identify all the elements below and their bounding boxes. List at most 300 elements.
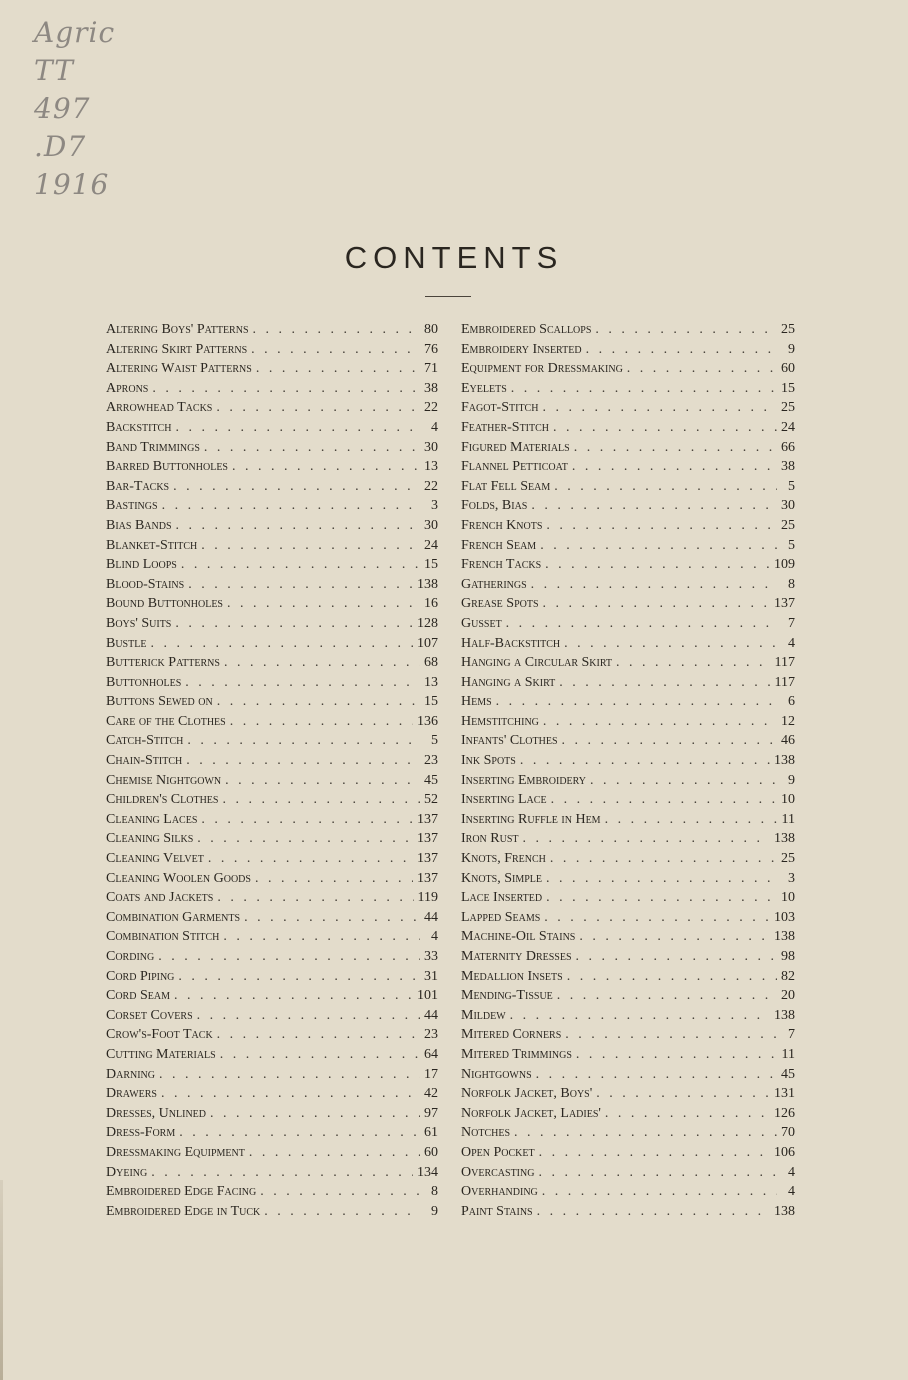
contents-entry bbox=[106, 1006, 438, 1026]
entry-page-number: 7 bbox=[788, 615, 795, 631]
dot-leader bbox=[595, 320, 777, 340]
dot-leader bbox=[253, 320, 420, 340]
contents-entry bbox=[106, 398, 438, 418]
dot-leader bbox=[225, 771, 420, 791]
call-number-line: TT bbox=[34, 54, 74, 87]
entry-title: Arrowhead Tacks bbox=[106, 400, 213, 416]
dot-leader bbox=[586, 340, 777, 360]
entry-title: Aprons bbox=[106, 380, 149, 396]
contents-entry bbox=[461, 594, 795, 614]
entry-title: Dressmaking Equipment bbox=[106, 1144, 245, 1160]
entry-page-number: 11 bbox=[781, 811, 795, 827]
contents-left-column bbox=[106, 320, 438, 1221]
entry-page-number: 131 bbox=[774, 1086, 795, 1102]
entry-title: Gusset bbox=[461, 615, 502, 631]
entry-page-number: 61 bbox=[424, 1125, 438, 1141]
contents-entry bbox=[106, 340, 438, 360]
dot-leader bbox=[175, 614, 413, 634]
contents-entry bbox=[461, 653, 795, 673]
dot-leader bbox=[260, 1182, 420, 1202]
dot-leader bbox=[230, 712, 413, 732]
contents-entry bbox=[461, 888, 795, 908]
dot-leader bbox=[511, 379, 777, 399]
entry-page-number: 3 bbox=[431, 498, 438, 514]
entry-page-number: 138 bbox=[774, 1007, 795, 1023]
dot-leader bbox=[564, 634, 777, 654]
entry-title: Embroidery Inserted bbox=[461, 341, 582, 357]
entry-title: Embroidered Edge Facing bbox=[106, 1184, 257, 1200]
entry-page-number: 71 bbox=[424, 361, 438, 377]
contents-entry bbox=[106, 496, 438, 516]
entry-title: Catch-Stitch bbox=[106, 733, 184, 749]
entry-title: Bustle bbox=[106, 635, 147, 651]
entry-page-number: 137 bbox=[417, 831, 438, 847]
dot-leader bbox=[540, 536, 777, 556]
entry-title: Cord Piping bbox=[106, 968, 175, 984]
contents-entry bbox=[461, 771, 795, 791]
contents-entry bbox=[106, 731, 438, 751]
contents-entry bbox=[106, 457, 438, 477]
dot-leader bbox=[216, 398, 420, 418]
entry-page-number: 10 bbox=[781, 890, 795, 906]
entry-title: Cleaning Velvet bbox=[106, 851, 204, 867]
entry-title: Overcasting bbox=[461, 1164, 535, 1180]
entry-page-number: 8 bbox=[788, 576, 795, 592]
dot-leader bbox=[605, 810, 777, 830]
entry-page-number: 9 bbox=[788, 341, 795, 357]
contents-entry bbox=[106, 1084, 438, 1104]
dot-leader bbox=[531, 575, 777, 595]
call-number-line: Agric bbox=[34, 16, 116, 49]
contents-entry bbox=[106, 379, 438, 399]
contents-entry bbox=[106, 829, 438, 849]
entry-page-number: 15 bbox=[781, 380, 795, 396]
entry-page-number: 11 bbox=[781, 1046, 795, 1062]
dot-leader bbox=[201, 536, 420, 556]
contents-entry bbox=[106, 927, 438, 947]
entry-page-number: 52 bbox=[424, 792, 438, 808]
entry-page-number: 30 bbox=[424, 439, 438, 455]
contents-entry bbox=[461, 1084, 795, 1104]
dot-leader bbox=[520, 751, 770, 771]
entry-page-number: 80 bbox=[424, 322, 438, 337]
contents-entry bbox=[461, 379, 795, 399]
dot-leader bbox=[255, 869, 413, 889]
contents-entry bbox=[461, 1123, 795, 1143]
entry-page-number: 4 bbox=[788, 1164, 795, 1180]
dot-leader bbox=[176, 516, 420, 536]
entry-title: Machine-Oil Stains bbox=[461, 929, 576, 945]
entry-page-number: 138 bbox=[774, 753, 795, 769]
entry-title: Lapped Seams bbox=[461, 909, 541, 925]
contents-entry bbox=[461, 673, 795, 693]
entry-title: French Tacks bbox=[461, 557, 542, 573]
entry-page-number: 4 bbox=[431, 419, 438, 435]
entry-page-number: 25 bbox=[781, 400, 795, 416]
entry-title: Altering Skirt Patterns bbox=[106, 341, 248, 357]
contents-entry bbox=[106, 359, 438, 379]
contents-entry bbox=[106, 771, 438, 791]
dot-leader bbox=[208, 849, 413, 869]
contents-entry bbox=[461, 849, 795, 869]
entry-page-number: 82 bbox=[781, 968, 795, 984]
entry-title: Open Pocket bbox=[461, 1144, 535, 1160]
entry-title: Mitered Corners bbox=[461, 1027, 562, 1043]
dot-leader bbox=[545, 555, 770, 575]
entry-page-number: 8 bbox=[431, 1184, 438, 1200]
entry-page-number: 138 bbox=[774, 929, 795, 945]
contents-entry bbox=[106, 849, 438, 869]
contents-entry bbox=[461, 398, 795, 418]
entry-page-number: 16 bbox=[424, 596, 438, 612]
contents-entry bbox=[106, 1104, 438, 1124]
contents-entry bbox=[461, 634, 795, 654]
entry-page-number: 42 bbox=[424, 1086, 438, 1102]
contents-entry bbox=[106, 1202, 438, 1222]
entry-title: Coats and Jackets bbox=[106, 890, 214, 906]
dot-leader bbox=[232, 457, 420, 477]
entry-title: Buttonholes bbox=[106, 674, 182, 690]
dot-leader bbox=[178, 967, 420, 987]
contents-entry bbox=[461, 1025, 795, 1045]
entry-page-number: 9 bbox=[788, 772, 795, 788]
entry-title: Backstitch bbox=[106, 419, 172, 435]
entry-page-number: 30 bbox=[781, 498, 795, 514]
entry-page-number: 60 bbox=[424, 1144, 438, 1160]
contents-entry bbox=[461, 1182, 795, 1202]
contents-entry bbox=[461, 967, 795, 987]
entry-page-number: 33 bbox=[424, 949, 438, 964]
entry-title: Embroidered Scallops bbox=[461, 322, 592, 337]
contents-entry bbox=[461, 477, 795, 497]
entry-page-number: 7 bbox=[788, 1027, 795, 1043]
dot-leader bbox=[546, 516, 777, 536]
contents-entry bbox=[106, 555, 438, 575]
contents-entry bbox=[461, 947, 795, 967]
dot-leader bbox=[150, 634, 413, 654]
entry-title: Blood-Stains bbox=[106, 576, 185, 592]
dot-leader bbox=[510, 1006, 770, 1026]
entry-title: Butterick Patterns bbox=[106, 655, 220, 671]
entry-title: Combination Garments bbox=[106, 909, 241, 925]
contents-entry bbox=[106, 1182, 438, 1202]
dot-leader bbox=[210, 1104, 420, 1124]
contents-entry bbox=[106, 634, 438, 654]
contents-entry bbox=[461, 751, 795, 771]
dot-leader bbox=[514, 1123, 777, 1143]
entry-title: Cleaning Laces bbox=[106, 811, 198, 827]
entry-page-number: 13 bbox=[424, 459, 438, 475]
contents-entry bbox=[106, 751, 438, 771]
entry-page-number: 44 bbox=[424, 909, 438, 925]
dot-leader bbox=[576, 947, 777, 967]
entry-title: Dresses, Unlined bbox=[106, 1105, 207, 1121]
dot-leader bbox=[553, 418, 777, 438]
dot-leader bbox=[179, 1123, 420, 1143]
dot-leader bbox=[576, 1045, 777, 1065]
entry-page-number: 25 bbox=[781, 851, 795, 867]
entry-title: Infants' Clothes bbox=[461, 733, 558, 749]
entry-title: Children's Clothes bbox=[106, 792, 219, 808]
dot-leader bbox=[542, 1182, 777, 1202]
dot-leader bbox=[201, 810, 413, 830]
dot-leader bbox=[244, 908, 420, 928]
contents-entry bbox=[106, 1143, 438, 1163]
entry-title: Ink Spots bbox=[461, 753, 516, 769]
entry-page-number: 117 bbox=[774, 674, 795, 690]
dot-leader bbox=[187, 731, 420, 751]
contents-right-column bbox=[461, 320, 795, 1221]
contents-entry bbox=[106, 1045, 438, 1065]
contents-entry bbox=[106, 653, 438, 673]
contents-entry bbox=[461, 1163, 795, 1183]
entry-title: Hems bbox=[461, 694, 492, 710]
entry-title: French Seam bbox=[461, 537, 537, 553]
entry-title: Knots, Simple bbox=[461, 870, 543, 886]
dot-leader bbox=[217, 692, 420, 712]
dot-leader bbox=[579, 927, 770, 947]
dot-leader bbox=[197, 1006, 420, 1026]
contents-entry bbox=[106, 516, 438, 536]
entry-title: Nightgowns bbox=[461, 1066, 532, 1082]
entry-title: Dress-Form bbox=[106, 1125, 176, 1141]
entry-title: Grease Spots bbox=[461, 596, 539, 612]
entry-title: Cord Seam bbox=[106, 988, 170, 1004]
dot-leader bbox=[220, 1045, 420, 1065]
dot-leader bbox=[542, 398, 777, 418]
entry-title: Buttons Sewed on bbox=[106, 694, 213, 710]
entry-page-number: 5 bbox=[431, 733, 438, 749]
contents-entry bbox=[106, 869, 438, 889]
entry-page-number: 31 bbox=[424, 968, 438, 984]
dot-leader bbox=[173, 477, 420, 497]
contents-entry bbox=[106, 673, 438, 693]
entry-page-number: 98 bbox=[781, 949, 795, 964]
entry-page-number: 137 bbox=[417, 851, 438, 867]
entry-page-number: 46 bbox=[781, 733, 795, 749]
contents-entry bbox=[106, 438, 438, 458]
dot-leader bbox=[596, 1084, 770, 1104]
dot-leader bbox=[546, 888, 777, 908]
page-title: CONTENTS bbox=[344, 240, 564, 275]
entry-title: Corset Covers bbox=[106, 1007, 193, 1023]
entry-page-number: 22 bbox=[424, 400, 438, 416]
contents-entry bbox=[106, 1163, 438, 1183]
entry-title: Overhanding bbox=[461, 1184, 538, 1200]
entry-page-number: 22 bbox=[424, 478, 438, 494]
contents-entry bbox=[106, 967, 438, 987]
entry-page-number: 4 bbox=[788, 1184, 795, 1200]
contents-entry bbox=[106, 320, 438, 340]
entry-title: Cording bbox=[106, 949, 155, 964]
dot-leader bbox=[551, 790, 777, 810]
contents-entry bbox=[106, 477, 438, 497]
entry-page-number: 60 bbox=[781, 361, 795, 377]
contents-entry bbox=[106, 418, 438, 438]
contents-entry bbox=[461, 418, 795, 438]
entry-title: Blind Loops bbox=[106, 557, 177, 573]
entry-title: Blanket-Stitch bbox=[106, 537, 198, 553]
contents-entry bbox=[461, 359, 795, 379]
contents-entry bbox=[461, 575, 795, 595]
entry-title: Maternity Dresses bbox=[461, 949, 572, 964]
entry-page-number: 4 bbox=[788, 635, 795, 651]
dot-leader bbox=[249, 1143, 420, 1163]
entry-title: Hanging a Circular Skirt bbox=[461, 655, 613, 671]
entry-page-number: 23 bbox=[424, 753, 438, 769]
entry-title: Inserting Lace bbox=[461, 792, 547, 808]
call-number-line: .D7 bbox=[34, 130, 87, 163]
dot-leader bbox=[181, 555, 420, 575]
entry-page-number: 64 bbox=[424, 1046, 438, 1062]
dot-leader bbox=[227, 594, 420, 614]
dot-leader bbox=[523, 829, 770, 849]
entry-page-number: 137 bbox=[417, 870, 438, 886]
dot-leader bbox=[550, 849, 777, 869]
entry-page-number: 24 bbox=[781, 419, 795, 435]
dot-leader bbox=[188, 575, 413, 595]
entry-page-number: 137 bbox=[417, 811, 438, 827]
entry-page-number: 5 bbox=[788, 478, 795, 494]
dot-leader bbox=[197, 829, 413, 849]
dot-leader bbox=[605, 1104, 770, 1124]
entry-title: Chemise Nightgown bbox=[106, 772, 222, 788]
entry-page-number: 44 bbox=[424, 1007, 438, 1023]
entry-title: Bastings bbox=[106, 498, 158, 514]
entry-title: Feather-Stitch bbox=[461, 419, 550, 435]
dot-leader bbox=[506, 614, 777, 634]
dot-leader bbox=[222, 790, 420, 810]
entry-title: Chain-Stitch bbox=[106, 753, 183, 769]
entry-page-number: 25 bbox=[781, 322, 795, 337]
entry-page-number: 20 bbox=[781, 988, 795, 1004]
entry-title: Darning bbox=[106, 1066, 155, 1082]
entry-page-number: 119 bbox=[417, 890, 438, 906]
entry-title: Half-Backstitch bbox=[461, 635, 561, 651]
dot-leader bbox=[217, 1025, 420, 1045]
entry-page-number: 9 bbox=[431, 1203, 438, 1219]
entry-title: Folds, Bias bbox=[461, 498, 528, 514]
entry-page-number: 70 bbox=[781, 1125, 795, 1141]
contents-entry bbox=[106, 908, 438, 928]
contents-entry bbox=[461, 1065, 795, 1085]
contents-entry bbox=[461, 1104, 795, 1124]
entry-title: Mending-Tissue bbox=[461, 988, 553, 1004]
call-number-line: 497 bbox=[34, 92, 91, 125]
dot-leader bbox=[565, 1025, 777, 1045]
dot-leader bbox=[264, 1202, 420, 1222]
contents-entry bbox=[106, 888, 438, 908]
entry-title: Iron Rust bbox=[461, 831, 519, 847]
dot-leader bbox=[161, 1084, 420, 1104]
contents-entry bbox=[106, 536, 438, 556]
entry-page-number: 68 bbox=[424, 655, 438, 671]
page-edge-shadow bbox=[0, 1180, 3, 1380]
entry-title: Paint Stains bbox=[461, 1203, 533, 1219]
entry-title: Lace Inserted bbox=[461, 890, 543, 906]
entry-page-number: 137 bbox=[774, 596, 795, 612]
entry-title: Inserting Ruffle in Hem bbox=[461, 811, 601, 827]
entry-title: Altering Waist Patterns bbox=[106, 361, 252, 377]
dot-leader bbox=[152, 379, 420, 399]
dot-leader bbox=[217, 888, 413, 908]
contents-entry bbox=[461, 340, 795, 360]
entry-title: Mildew bbox=[461, 1007, 506, 1023]
entry-page-number: 25 bbox=[781, 517, 795, 533]
entry-title: Bar-Tacks bbox=[106, 478, 170, 494]
dot-leader bbox=[543, 594, 770, 614]
dot-leader bbox=[185, 673, 420, 693]
entry-title: Barred Buttonholes bbox=[106, 459, 228, 475]
contents-entry bbox=[461, 829, 795, 849]
entry-page-number: 10 bbox=[781, 792, 795, 808]
dot-leader bbox=[537, 1202, 770, 1222]
entry-title: Cleaning Woolen Goods bbox=[106, 870, 251, 886]
contents-entry bbox=[106, 810, 438, 830]
entry-page-number: 138 bbox=[774, 831, 795, 847]
contents-entry bbox=[106, 1123, 438, 1143]
entry-page-number: 38 bbox=[424, 380, 438, 396]
entry-page-number: 6 bbox=[788, 694, 795, 710]
entry-page-number: 30 bbox=[424, 517, 438, 533]
dot-leader bbox=[559, 673, 770, 693]
entry-title: Notches bbox=[461, 1125, 511, 1141]
contents-entry bbox=[461, 1006, 795, 1026]
entry-page-number: 138 bbox=[774, 1203, 795, 1219]
contents-entry bbox=[106, 712, 438, 732]
contents-entry bbox=[461, 731, 795, 751]
entry-page-number: 15 bbox=[424, 694, 438, 710]
contents-entry bbox=[461, 438, 795, 458]
entry-title: Care of the Clothes bbox=[106, 713, 226, 729]
contents-entry bbox=[461, 692, 795, 712]
contents-entry bbox=[106, 614, 438, 634]
dot-leader bbox=[186, 751, 420, 771]
entry-page-number: 5 bbox=[788, 537, 795, 553]
entry-page-number: 134 bbox=[417, 1164, 438, 1180]
entry-page-number: 106 bbox=[774, 1144, 795, 1160]
entry-page-number: 15 bbox=[424, 557, 438, 573]
contents-entry bbox=[461, 516, 795, 536]
dot-leader bbox=[627, 359, 777, 379]
dot-leader bbox=[562, 731, 777, 751]
entry-title: Bias Bands bbox=[106, 517, 172, 533]
contents-entry bbox=[461, 555, 795, 575]
entry-title: Embroidered Edge in Tuck bbox=[106, 1203, 261, 1219]
dot-leader bbox=[536, 1065, 777, 1085]
entry-title: Bound Buttonholes bbox=[106, 596, 223, 612]
dot-leader bbox=[616, 653, 771, 673]
entry-page-number: 3 bbox=[788, 870, 795, 886]
dot-leader bbox=[567, 967, 777, 987]
entry-title: Fagot-Stitch bbox=[461, 400, 539, 416]
contents-entry bbox=[461, 1143, 795, 1163]
contents-entry bbox=[106, 594, 438, 614]
entry-title: Inserting Embroidery bbox=[461, 772, 587, 788]
entry-title: Altering Boys' Patterns bbox=[106, 322, 249, 337]
dot-leader bbox=[557, 986, 777, 1006]
dot-leader bbox=[544, 908, 770, 928]
contents-entry bbox=[461, 908, 795, 928]
entry-title: Norfolk Jacket, Boys' bbox=[461, 1086, 593, 1102]
contents-entry bbox=[461, 536, 795, 556]
entry-title: Flat Fell Seam bbox=[461, 478, 551, 494]
call-number-line: 1916 bbox=[34, 168, 110, 201]
contents-entry bbox=[461, 986, 795, 1006]
entry-title: Hemstitching bbox=[461, 713, 539, 729]
contents-entry bbox=[461, 927, 795, 947]
entry-title: Cleaning Silks bbox=[106, 831, 194, 847]
